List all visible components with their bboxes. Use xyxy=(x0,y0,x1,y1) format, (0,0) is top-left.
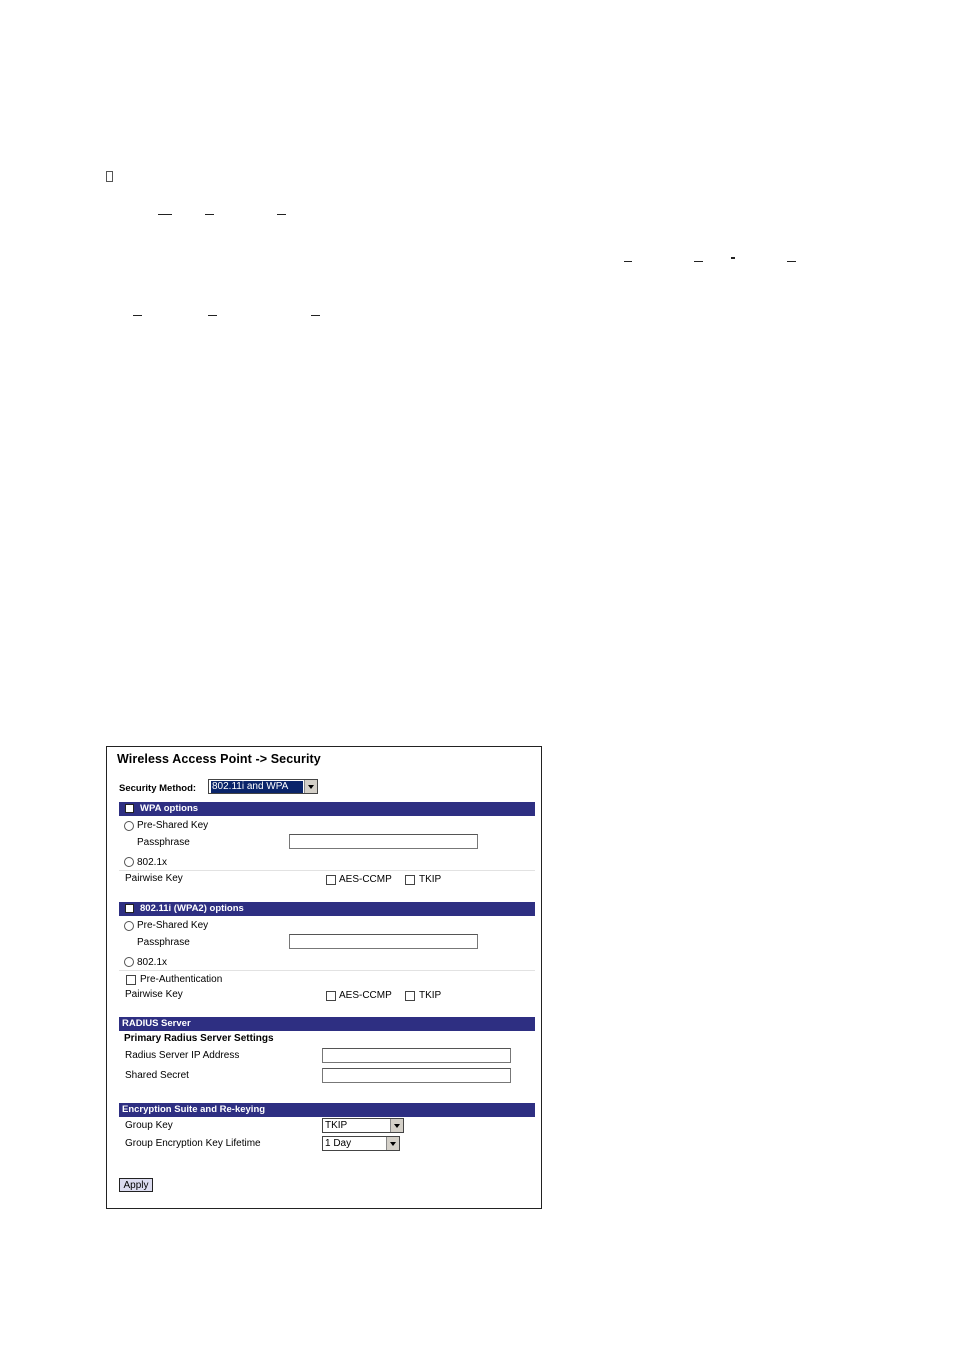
wpa2-tkip-label: TKIP xyxy=(419,990,442,1001)
wpa-tkip-label: TKIP xyxy=(419,874,442,885)
wpa-tkip-checkbox[interactable] xyxy=(405,875,415,885)
chevron-down-icon[interactable] xyxy=(304,780,317,793)
key-lifetime-value: 1 Day xyxy=(325,1138,352,1149)
group-key-select[interactable] xyxy=(322,1118,404,1133)
shared-secret-label: Shared Secret xyxy=(125,1070,189,1081)
wpa2-enable-checkbox[interactable] xyxy=(125,904,134,913)
artifact-dash xyxy=(731,257,735,259)
wpa-pairwise-label: Pairwise Key xyxy=(125,873,183,884)
group-key-label: Group Key xyxy=(125,1120,173,1131)
wpa2-passphrase-label: Passphrase xyxy=(137,937,190,948)
artifact-dash xyxy=(624,261,632,262)
wpa-aes-label: AES-CCMP xyxy=(339,874,392,885)
placeholder-glyph-icon xyxy=(106,171,113,182)
artifact-dash xyxy=(787,261,796,262)
wpa2-options-header xyxy=(119,902,535,916)
security-panel xyxy=(106,746,542,1209)
wpa-psk-label: Pre-Shared Key xyxy=(137,820,209,831)
wpa-enable-checkbox[interactable] xyxy=(125,804,134,813)
artifact-dash xyxy=(694,261,703,262)
encryption-title: Encryption Suite and Re-keying xyxy=(122,1104,266,1115)
wpa-8021x-label: 802.1x xyxy=(137,857,168,868)
shared-secret-input[interactable] xyxy=(322,1068,511,1083)
security-method-label: Security Method: xyxy=(119,783,197,794)
chevron-down-icon[interactable] xyxy=(386,1137,399,1150)
artifact-dash xyxy=(158,214,172,215)
group-key-value: TKIP xyxy=(325,1120,348,1131)
preauth-checkbox[interactable] xyxy=(126,975,136,985)
radius-header xyxy=(119,1017,535,1031)
wpa2-aes-checkbox[interactable] xyxy=(326,991,336,1001)
wpa2-passphrase-input[interactable] xyxy=(289,934,478,949)
security-method-value: 802.11i and WPA xyxy=(211,781,303,793)
artifact-dash xyxy=(133,315,142,316)
apply-button[interactable]: Apply xyxy=(119,1178,153,1192)
divider xyxy=(119,870,535,871)
preauth-label: Pre-Authentication xyxy=(140,974,223,985)
wpa-options-header xyxy=(119,802,535,816)
key-lifetime-label: Group Encryption Key Lifetime xyxy=(125,1138,261,1149)
artifact-dash xyxy=(205,214,214,215)
page-title: Wireless Access Point -> Security xyxy=(117,752,321,766)
encryption-header xyxy=(119,1103,535,1117)
radius-title: RADIUS Server xyxy=(122,1018,191,1029)
artifact-dash xyxy=(277,214,286,215)
wpa2-aes-label: AES-CCMP xyxy=(339,990,392,1001)
artifact-dash xyxy=(208,315,217,316)
radius-ip-label: Radius Server IP Address xyxy=(125,1050,240,1061)
wpa-passphrase-label: Passphrase xyxy=(137,837,190,848)
wpa-passphrase-input[interactable] xyxy=(289,834,478,849)
wpa-options-title: WPA options xyxy=(140,803,199,814)
wpa2-8021x-radio[interactable] xyxy=(124,957,134,967)
wpa2-options-title: 802.11i (WPA2) options xyxy=(140,903,244,914)
wpa2-tkip-checkbox[interactable] xyxy=(405,991,415,1001)
security-method-select[interactable] xyxy=(208,779,318,794)
divider xyxy=(119,970,535,971)
wpa-8021x-radio[interactable] xyxy=(124,857,134,867)
chevron-down-icon[interactable] xyxy=(390,1119,403,1132)
wpa2-pairwise-label: Pairwise Key xyxy=(125,989,183,1000)
wpa2-psk-radio[interactable] xyxy=(124,921,134,931)
radius-ip-input[interactable] xyxy=(322,1048,511,1063)
wpa-aes-checkbox[interactable] xyxy=(326,875,336,885)
artifact-dash xyxy=(311,315,320,316)
key-lifetime-select[interactable] xyxy=(322,1136,400,1151)
radius-subheader: Primary Radius Server Settings xyxy=(124,1033,274,1044)
wpa-psk-radio[interactable] xyxy=(124,821,134,831)
wpa2-psk-label: Pre-Shared Key xyxy=(137,920,209,931)
wpa2-8021x-label: 802.1x xyxy=(137,957,168,968)
